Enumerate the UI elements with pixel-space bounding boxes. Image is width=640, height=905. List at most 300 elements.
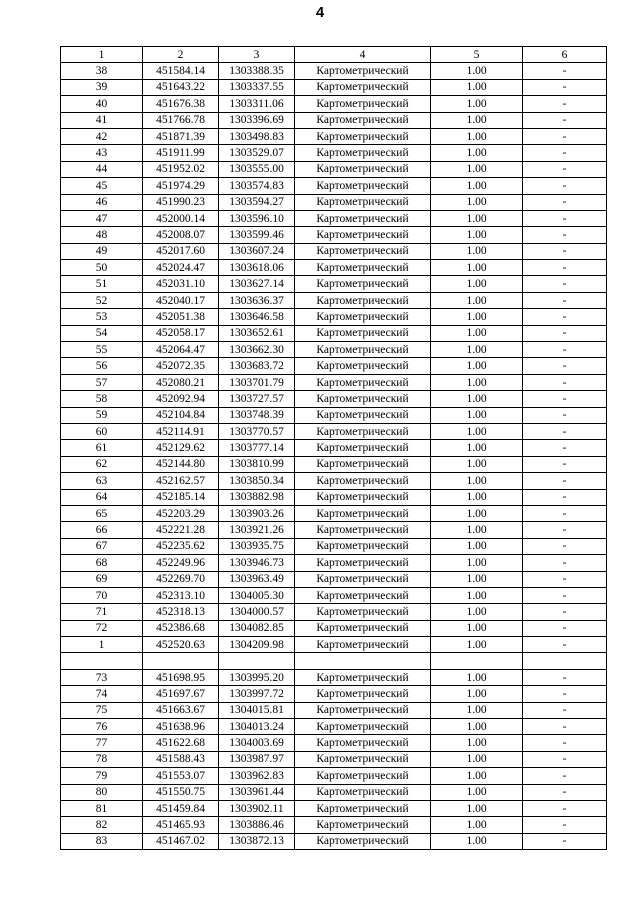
method-cell: Картометрический [295,161,431,177]
table-row [61,128,607,144]
point-number-cell: 75 [61,702,143,718]
description-cell: - [523,800,607,816]
y-coordinate-cell: 1303997.72 [219,686,295,702]
table-header-row [61,47,607,63]
y-coordinate-cell: 1303946.73 [219,555,295,571]
x-coordinate-cell: 452129.62 [143,440,219,456]
method-cell: Картометрический [295,407,431,423]
x-coordinate-cell: 451622.68 [143,735,219,751]
accuracy-cell: 1.00 [431,768,523,784]
accuracy-cell: 1.00 [431,309,523,325]
x-coordinate-cell: 452051.38 [143,309,219,325]
table-row [61,817,607,833]
accuracy-cell: 1.00 [431,817,523,833]
description-cell: - [523,227,607,243]
x-coordinate-cell: 452114.91 [143,423,219,439]
method-cell: Картометрический [295,292,431,308]
accuracy-cell: 1.00 [431,178,523,194]
point-number-cell: 66 [61,522,143,538]
y-coordinate-cell: 1303961.44 [219,784,295,800]
x-coordinate-cell: 451974.29 [143,178,219,194]
point-number-cell: 56 [61,358,143,374]
x-coordinate-cell: 451643.22 [143,79,219,95]
method-cell: Картометрический [295,112,431,128]
method-cell: Картометрический [295,719,431,735]
accuracy-cell: 1.00 [431,276,523,292]
point-number-cell: 73 [61,669,143,685]
x-coordinate-cell: 452058.17 [143,325,219,341]
table-row [61,784,607,800]
accuracy-cell: 1.00 [431,702,523,718]
x-coordinate-cell: 452008.07 [143,227,219,243]
x-coordinate-cell: 452318.13 [143,604,219,620]
table-row [61,555,607,571]
y-coordinate-cell: 1303902.11 [219,800,295,816]
point-number-cell: 52 [61,292,143,308]
y-coordinate-cell: 1303963.49 [219,571,295,587]
table-row [61,505,607,521]
header-cell: 6 [523,47,607,63]
description-cell: - [523,686,607,702]
accuracy-cell: 1.00 [431,96,523,112]
table-row [61,800,607,816]
point-number-cell: 51 [61,276,143,292]
accuracy-cell: 1.00 [431,407,523,423]
description-cell: - [523,161,607,177]
method-cell: Картометрический [295,325,431,341]
method-cell: Картометрический [295,686,431,702]
table-row [61,178,607,194]
x-coordinate-cell: 451698.95 [143,669,219,685]
x-coordinate-cell: 452024.47 [143,260,219,276]
point-number-cell: 39 [61,79,143,95]
description-cell: - [523,325,607,341]
point-number-cell: 47 [61,210,143,226]
y-coordinate-cell: 1303882.98 [219,489,295,505]
point-number-cell: 38 [61,63,143,79]
table-row [61,145,607,161]
y-coordinate-cell: 1303555.00 [219,161,295,177]
x-coordinate-cell: 451550.75 [143,784,219,800]
method-cell: Картометрический [295,505,431,521]
y-coordinate-cell: 1303618.06 [219,260,295,276]
y-coordinate-cell: 1303646.58 [219,309,295,325]
y-coordinate-cell: 1303337.55 [219,79,295,95]
y-coordinate-cell: 1303574.83 [219,178,295,194]
description-cell: - [523,440,607,456]
accuracy-cell: 1.00 [431,587,523,603]
x-coordinate-cell: 452080.21 [143,374,219,390]
description-cell: - [523,128,607,144]
method-cell: Картометрический [295,342,431,358]
description-cell: - [523,817,607,833]
x-coordinate-cell: 452203.29 [143,505,219,521]
x-coordinate-cell: 451588.43 [143,751,219,767]
method-cell: Картометрический [295,243,431,259]
x-coordinate-cell: 451911.99 [143,145,219,161]
description-cell: - [523,587,607,603]
x-coordinate-cell [143,653,219,669]
y-coordinate-cell: 1303627.14 [219,276,295,292]
x-coordinate-cell: 452064.47 [143,342,219,358]
accuracy-cell: 1.00 [431,210,523,226]
coordinates-table [60,46,607,850]
point-number-cell: 54 [61,325,143,341]
y-coordinate-cell: 1303599.46 [219,227,295,243]
description-cell [523,653,607,669]
method-cell: Картометрический [295,702,431,718]
method-cell: Картометрический [295,637,431,653]
point-number-cell: 50 [61,260,143,276]
x-coordinate-cell: 452031.10 [143,276,219,292]
point-number-cell: 48 [61,227,143,243]
point-number-cell: 49 [61,243,143,259]
x-coordinate-cell: 451871.39 [143,128,219,144]
point-number-cell: 82 [61,817,143,833]
y-coordinate-cell: 1303727.57 [219,391,295,407]
table-row [61,653,607,669]
description-cell: - [523,407,607,423]
method-cell: Картометрический [295,391,431,407]
description-cell: - [523,243,607,259]
accuracy-cell: 1.00 [431,145,523,161]
point-number-cell: 72 [61,620,143,636]
method-cell: Картометрический [295,522,431,538]
accuracy-cell: 1.00 [431,522,523,538]
header-cell: 3 [219,47,295,63]
x-coordinate-cell: 452249.96 [143,555,219,571]
table-row [61,768,607,784]
accuracy-cell: 1.00 [431,489,523,505]
header-cell: 4 [295,47,431,63]
description-cell: - [523,79,607,95]
accuracy-cell: 1.00 [431,719,523,735]
accuracy-cell: 1.00 [431,227,523,243]
description-cell: - [523,505,607,521]
description-cell: - [523,292,607,308]
table-row [61,751,607,767]
point-number-cell: 67 [61,538,143,554]
table-row [61,260,607,276]
y-coordinate-cell: 1303777.14 [219,440,295,456]
table-row [61,325,607,341]
point-number-cell: 42 [61,128,143,144]
point-number-cell: 1 [61,637,143,653]
accuracy-cell: 1.00 [431,112,523,128]
description-cell: - [523,194,607,210]
x-coordinate-cell: 452144.80 [143,456,219,472]
x-coordinate-cell: 452162.57 [143,473,219,489]
x-coordinate-cell: 451952.02 [143,161,219,177]
table-row [61,194,607,210]
x-coordinate-cell: 451766.78 [143,112,219,128]
point-number-cell: 63 [61,473,143,489]
point-number-cell: 40 [61,96,143,112]
x-coordinate-cell: 452221.28 [143,522,219,538]
y-coordinate-cell: 1303607.24 [219,243,295,259]
method-cell: Картометрический [295,620,431,636]
point-number-cell: 44 [61,161,143,177]
table-row [61,719,607,735]
accuracy-cell: 1.00 [431,637,523,653]
point-number-cell [61,653,143,669]
x-coordinate-cell: 452386.68 [143,620,219,636]
x-coordinate-cell: 452017.60 [143,243,219,259]
accuracy-cell: 1.00 [431,260,523,276]
table-row [61,669,607,685]
description-cell: - [523,374,607,390]
accuracy-cell: 1.00 [431,686,523,702]
method-cell: Картометрический [295,817,431,833]
description-cell: - [523,702,607,718]
accuracy-cell: 1.00 [431,391,523,407]
accuracy-cell: 1.00 [431,325,523,341]
table-row [61,489,607,505]
x-coordinate-cell: 452092.94 [143,391,219,407]
description-cell: - [523,489,607,505]
method-cell: Картометрический [295,604,431,620]
point-number-cell: 80 [61,784,143,800]
method-cell: Картометрический [295,489,431,505]
point-number-cell: 71 [61,604,143,620]
method-cell: Картометрический [295,145,431,161]
accuracy-cell: 1.00 [431,423,523,439]
y-coordinate-cell: 1303921.26 [219,522,295,538]
description-cell: - [523,637,607,653]
description-cell: - [523,63,607,79]
point-number-cell: 83 [61,833,143,849]
x-coordinate-cell: 451553.07 [143,768,219,784]
description-cell: - [523,735,607,751]
y-coordinate-cell: 1303872.13 [219,833,295,849]
point-number-cell: 61 [61,440,143,456]
point-number-cell: 78 [61,751,143,767]
point-number-cell: 59 [61,407,143,423]
x-coordinate-cell: 451638.96 [143,719,219,735]
x-coordinate-cell: 451584.14 [143,63,219,79]
method-cell: Картометрический [295,735,431,751]
y-coordinate-cell: 1303311.06 [219,96,295,112]
table-row [61,423,607,439]
point-number-cell: 57 [61,374,143,390]
y-coordinate-cell: 1303662.30 [219,342,295,358]
point-number-cell: 69 [61,571,143,587]
method-cell: Картометрический [295,423,431,439]
y-coordinate-cell: 1303596.10 [219,210,295,226]
method-cell: Картометрический [295,473,431,489]
y-coordinate-cell: 1304000.57 [219,604,295,620]
table-row [61,456,607,472]
table-row [61,309,607,325]
description-cell: - [523,538,607,554]
table-row [61,96,607,112]
description-cell: - [523,178,607,194]
method-cell: Картометрический [295,96,431,112]
table-row [61,210,607,226]
method-cell: Картометрический [295,128,431,144]
point-number-cell: 64 [61,489,143,505]
method-cell: Картометрический [295,260,431,276]
accuracy-cell: 1.00 [431,358,523,374]
description-cell: - [523,96,607,112]
table-body [61,47,607,850]
description-cell: - [523,473,607,489]
point-number-cell: 76 [61,719,143,735]
description-cell: - [523,719,607,735]
accuracy-cell: 1.00 [431,555,523,571]
y-coordinate-cell: 1304209.98 [219,637,295,653]
y-coordinate-cell: 1303636.37 [219,292,295,308]
x-coordinate-cell: 452520.63 [143,637,219,653]
method-cell: Картометрический [295,227,431,243]
table-row [61,522,607,538]
accuracy-cell: 1.00 [431,833,523,849]
point-number-cell: 43 [61,145,143,161]
method-cell: Картометрический [295,555,431,571]
table-row [61,276,607,292]
method-cell: Картометрический [295,751,431,767]
x-coordinate-cell: 452269.70 [143,571,219,587]
x-coordinate-cell: 451663.67 [143,702,219,718]
accuracy-cell: 1.00 [431,538,523,554]
table-row [61,227,607,243]
table-row [61,112,607,128]
point-number-cell: 58 [61,391,143,407]
y-coordinate-cell: 1303995.20 [219,669,295,685]
point-number-cell: 74 [61,686,143,702]
accuracy-cell: 1.00 [431,473,523,489]
table-row [61,637,607,653]
table-row [61,571,607,587]
point-number-cell: 55 [61,342,143,358]
accuracy-cell: 1.00 [431,374,523,390]
x-coordinate-cell: 451467.02 [143,833,219,849]
header-cell: 5 [431,47,523,63]
x-coordinate-cell: 452104.84 [143,407,219,423]
y-coordinate-cell: 1303962.83 [219,768,295,784]
table-row [61,473,607,489]
description-cell: - [523,768,607,784]
y-coordinate-cell: 1303683.72 [219,358,295,374]
accuracy-cell: 1.00 [431,292,523,308]
description-cell: - [523,423,607,439]
table-row [61,440,607,456]
accuracy-cell: 1.00 [431,620,523,636]
method-cell: Картометрический [295,309,431,325]
table-row [61,342,607,358]
description-cell: - [523,784,607,800]
accuracy-cell: 1.00 [431,161,523,177]
table-row [61,391,607,407]
table-row [61,620,607,636]
y-coordinate-cell: 1304082.85 [219,620,295,636]
method-cell: Картометрический [295,571,431,587]
method-cell: Картометрический [295,358,431,374]
y-coordinate-cell: 1303701.79 [219,374,295,390]
accuracy-cell: 1.00 [431,571,523,587]
x-coordinate-cell: 451465.93 [143,817,219,833]
accuracy-cell: 1.00 [431,194,523,210]
y-coordinate-cell: 1303748.39 [219,407,295,423]
table-row [61,604,607,620]
description-cell: - [523,456,607,472]
table-row [61,587,607,603]
table-row [61,243,607,259]
point-number-cell: 79 [61,768,143,784]
method-cell: Картометрический [295,784,431,800]
method-cell: Картометрический [295,79,431,95]
y-coordinate-cell: 1304013.24 [219,719,295,735]
point-number-cell: 81 [61,800,143,816]
accuracy-cell: 1.00 [431,669,523,685]
table-row [61,161,607,177]
description-cell: - [523,309,607,325]
header-cell: 2 [143,47,219,63]
table-row [61,833,607,849]
y-coordinate-cell: 1303903.26 [219,505,295,521]
accuracy-cell [431,653,523,669]
method-cell: Картометрический [295,768,431,784]
point-number-cell: 45 [61,178,143,194]
table-row [61,63,607,79]
table-row [61,735,607,751]
x-coordinate-cell: 452313.10 [143,587,219,603]
accuracy-cell: 1.00 [431,505,523,521]
point-number-cell: 62 [61,456,143,472]
description-cell: - [523,669,607,685]
description-cell: - [523,751,607,767]
y-coordinate-cell: 1303987.97 [219,751,295,767]
description-cell: - [523,358,607,374]
page-number: 4 [315,4,325,21]
y-coordinate-cell: 1303529.07 [219,145,295,161]
y-coordinate-cell: 1304005.30 [219,587,295,603]
x-coordinate-cell: 452072.35 [143,358,219,374]
x-coordinate-cell: 451676.38 [143,96,219,112]
accuracy-cell: 1.00 [431,128,523,144]
y-coordinate-cell: 1303886.46 [219,817,295,833]
table-row [61,538,607,554]
accuracy-cell: 1.00 [431,63,523,79]
description-cell: - [523,342,607,358]
method-cell: Картометрический [295,669,431,685]
description-cell: - [523,391,607,407]
description-cell: - [523,210,607,226]
y-coordinate-cell: 1304015.81 [219,702,295,718]
accuracy-cell: 1.00 [431,735,523,751]
x-coordinate-cell: 452235.62 [143,538,219,554]
x-coordinate-cell: 451697.67 [143,686,219,702]
description-cell: - [523,555,607,571]
point-number-cell: 70 [61,587,143,603]
table-row [61,702,607,718]
y-coordinate-cell: 1303652.61 [219,325,295,341]
accuracy-cell: 1.00 [431,440,523,456]
point-number-cell: 68 [61,555,143,571]
x-coordinate-cell: 451990.23 [143,194,219,210]
point-number-cell: 65 [61,505,143,521]
description-cell: - [523,260,607,276]
method-cell: Картометрический [295,178,431,194]
accuracy-cell: 1.00 [431,79,523,95]
accuracy-cell: 1.00 [431,784,523,800]
description-cell: - [523,522,607,538]
description-cell: - [523,145,607,161]
point-number-cell: 53 [61,309,143,325]
x-coordinate-cell: 451459.84 [143,800,219,816]
method-cell: Картометрический [295,374,431,390]
method-cell: Картометрический [295,210,431,226]
